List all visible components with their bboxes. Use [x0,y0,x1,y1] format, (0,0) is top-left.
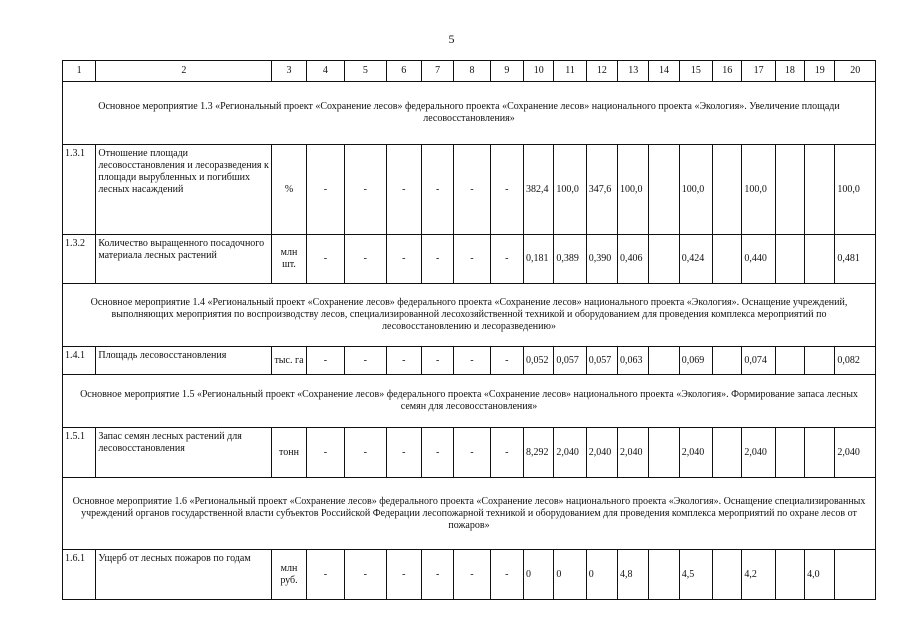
column-number: 2 [96,61,272,82]
indicator-value: 0,074 [742,347,775,375]
indicator-value: 100,0 [835,145,876,235]
indicator-value: - [306,550,344,600]
indicator-name: Площадь лесовосстановления [96,347,272,375]
indicator-value: 0 [524,550,554,600]
indicator-value: 2,040 [835,428,876,478]
indicator-number: 1.5.1 [63,428,96,478]
indicator-value [649,428,679,478]
indicator-value [775,550,804,600]
indicator-value: 0,069 [679,347,712,375]
indicator-value: 100,0 [679,145,712,235]
indicator-value [805,347,835,375]
section-title: Основное мероприятие 1.5 «Региональный проект «Сохранение лесов» федерального проекта «Сохранение лесов» национального проекта «Экология». Формирование запаса лесных семян для лесовосстановления» [63,375,876,428]
page-number: 5 [448,32,455,46]
indicator-value [713,550,742,600]
indicator-value: 0,389 [554,235,586,284]
indicator-value: - [306,235,344,284]
indicator-value: - [454,550,490,600]
indicator-value: 0,440 [742,235,775,284]
column-number: 11 [554,61,586,82]
indicator-value: - [421,235,453,284]
indicator-unit: тонн [272,428,306,478]
indicator-value: 0,082 [835,347,876,375]
indicators-table [62,60,876,600]
indicator-value: 0,063 [618,347,649,375]
column-number-row [63,61,876,82]
indicator-value [805,145,835,235]
indicator-value: - [421,428,453,478]
section-row [63,284,876,347]
column-number: 6 [386,61,421,82]
indicator-value [649,550,679,600]
indicator-value: 2,040 [679,428,712,478]
indicator-value: 0,390 [586,235,617,284]
indicator-value: - [345,347,386,375]
indicator-value [713,428,742,478]
indicator-value: - [306,428,344,478]
column-number: 3 [272,61,306,82]
indicator-value [775,428,804,478]
indicator-value: 100,0 [554,145,586,235]
section-title: Основное мероприятие 1.4 «Региональный проект «Сохранение лесов» федерального проекта «Сохранение лесов» национального проекта «Экология». Оснащение учреждений, выполняющих мероприятия по воспроизводству лесов, специализированной лесохозяйственной техникой и оборудованием для проведения комплекса мероприятий по лесовосстановлению и лесоразведению» [63,284,876,347]
indicator-name: Запас семян лесных растений для лесовосстановления [96,428,272,478]
indicator-value: 100,0 [742,145,775,235]
column-number: 19 [805,61,835,82]
indicator-value: 2,040 [742,428,775,478]
indicator-value: 4,0 [805,550,835,600]
indicator-value: - [386,145,421,235]
indicator-value: 0,424 [679,235,712,284]
indicator-value: - [386,347,421,375]
indicator-value: 0,481 [835,235,876,284]
column-number: 16 [713,61,742,82]
indicator-value: 0 [554,550,586,600]
indicator-value: - [421,550,453,600]
indicator-row [63,145,876,235]
column-number: 7 [421,61,453,82]
indicator-value: 382,4 [524,145,554,235]
indicator-number: 1.6.1 [63,550,96,600]
indicator-value: - [386,550,421,600]
indicator-value [713,235,742,284]
indicator-value [649,145,679,235]
indicator-value: 0,057 [586,347,617,375]
indicator-value: 4,5 [679,550,712,600]
indicator-value: 100,0 [618,145,649,235]
column-number: 17 [742,61,775,82]
indicator-unit: тыс. га [272,347,306,375]
indicator-value: - [454,145,490,235]
column-number: 5 [345,61,386,82]
column-number: 10 [524,61,554,82]
section-row [63,478,876,550]
indicator-value: 2,040 [586,428,617,478]
indicator-unit: % [272,145,306,235]
indicator-value [775,347,804,375]
section-row [63,375,876,428]
indicator-value: - [345,235,386,284]
indicator-name: Ущерб от лесных пожаров по годам [96,550,272,600]
indicator-value: 347,6 [586,145,617,235]
column-number: 13 [618,61,649,82]
indicator-value: 4,2 [742,550,775,600]
column-number: 15 [679,61,712,82]
indicator-name: Количество выращенного посадочного материала лесных растений [96,235,272,284]
table-body [63,61,876,600]
section-row [63,82,876,145]
indicator-value: 0,052 [524,347,554,375]
indicator-value [649,347,679,375]
indicator-value: 0,057 [554,347,586,375]
indicator-value: 2,040 [618,428,649,478]
indicator-value: - [454,347,490,375]
indicator-value: 0,406 [618,235,649,284]
indicator-value: - [490,550,523,600]
indicator-value: 2,040 [554,428,586,478]
indicator-value [805,235,835,284]
indicator-value: 0,181 [524,235,554,284]
column-number: 8 [454,61,490,82]
indicator-value: - [490,145,523,235]
indicator-value: - [345,145,386,235]
indicator-value: - [345,428,386,478]
column-number: 18 [775,61,804,82]
indicator-value [775,145,804,235]
indicator-value: - [454,428,490,478]
indicator-name: Отношение площади лесовосстановления и лесоразведения к площади вырубленных и погибших лесных насаждений [96,145,272,235]
indicator-value: 4,8 [618,550,649,600]
indicator-value: - [421,145,453,235]
section-title: Основное мероприятие 1.6 «Региональный проект «Сохранение лесов» федерального проекта «Сохранение лесов» национального проекта «Экология». Оснащение специализированных учреждений органов государственной власти субъектов Российской Федерации лесопожарной техникой и оборудованием для проведения комплекса мероприятий по охране лесов от пожаров» [63,478,876,550]
indicator-value: - [421,347,453,375]
indicator-number: 1.3.1 [63,145,96,235]
indicator-number: 1.3.2 [63,235,96,284]
indicator-value: - [306,347,344,375]
indicator-value: - [306,145,344,235]
indicator-number: 1.4.1 [63,347,96,375]
indicator-row [63,550,876,600]
column-number: 1 [63,61,96,82]
indicator-unit: млн шт. [272,235,306,284]
indicator-value: - [386,428,421,478]
indicator-value: 0 [586,550,617,600]
indicator-unit: млн руб. [272,550,306,600]
column-number: 12 [586,61,617,82]
indicator-value [775,235,804,284]
indicator-value: - [386,235,421,284]
column-number: 9 [490,61,523,82]
indicator-value [835,550,876,600]
indicator-row [63,347,876,375]
indicator-value: 8,292 [524,428,554,478]
column-number: 14 [649,61,679,82]
indicator-value [713,145,742,235]
indicator-value [713,347,742,375]
section-title: Основное мероприятие 1.3 «Региональный проект «Сохранение лесов» федерального проекта «Сохранение лесов» национального проекта «Экология». Увеличение площади лесовосстановления» [63,82,876,145]
indicator-value: - [490,235,523,284]
indicator-value: - [454,235,490,284]
column-number: 20 [835,61,876,82]
indicator-value: - [490,428,523,478]
indicator-row [63,235,876,284]
indicator-row [63,428,876,478]
indicator-value: - [345,550,386,600]
indicator-value: - [490,347,523,375]
column-number: 4 [306,61,344,82]
indicator-value [649,235,679,284]
indicator-value [805,428,835,478]
